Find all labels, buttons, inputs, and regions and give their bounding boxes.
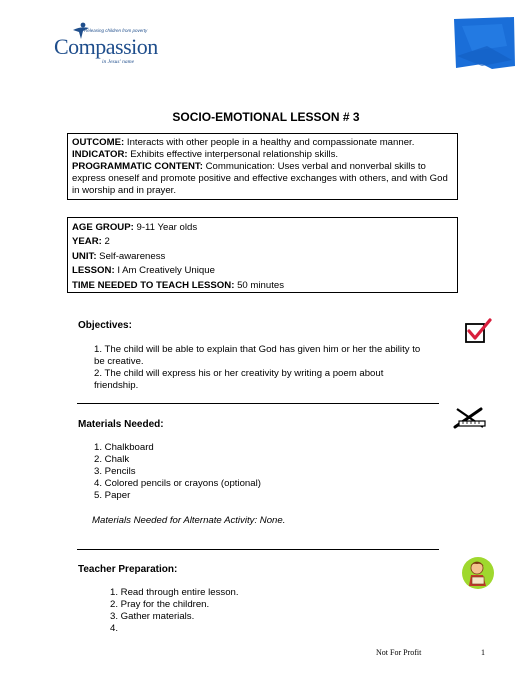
list-item: 3. Pencils [94, 466, 136, 477]
outcome-label: OUTCOME: [72, 137, 125, 148]
time-label: TIME NEEDED TO TEACH LESSON: [72, 279, 235, 291]
content-label: PROGRAMMATIC CONTENT: [72, 161, 203, 172]
year-line [72, 236, 453, 248]
time-line [72, 280, 453, 292]
indicator-text: Exhibits effective interpersonal relationship skills. [127, 149, 339, 160]
objectives-heading: Objectives: [78, 320, 132, 331]
lesson-title: SOCIO-EMOTIONAL LESSON # 3 [172, 110, 360, 124]
indicator-label: INDICATOR: [72, 149, 128, 160]
year-value: 2 [101, 236, 110, 248]
list-item: 2. The child will express his or her creativity by writing a poem about friendship. [94, 368, 384, 391]
page-number: 1 [481, 648, 485, 657]
list-item: 2. Pray for the children. [110, 599, 210, 610]
lesson-value: I Am Creatively Unique [114, 265, 215, 277]
list-item: 1. Read through entire lesson. [110, 587, 239, 598]
lesson-label: LESSON: [72, 265, 115, 277]
section-divider [77, 549, 439, 550]
content-text: Communication: Uses verbal and nonverbal skills to express oneself and promote positive and effective exchanges with others, and with God in worship and in prayer. [72, 161, 448, 196]
list-item: 5. Paper [94, 490, 131, 501]
time-value: 50 minutes [234, 279, 285, 291]
outcome-box [67, 133, 458, 200]
list-item: 3. Gather materials. [110, 611, 195, 622]
materials-heading: Materials Needed: [78, 419, 164, 430]
section-divider [77, 403, 439, 404]
list-item: 2. Chalk [94, 454, 130, 465]
compassion-logo [54, 22, 164, 68]
unit-label: UNIT: [72, 250, 97, 262]
outcome-text: Interacts with other people in a healthy and compassionate manner. [124, 137, 415, 148]
teacher-prep-list [110, 587, 410, 635]
list-item: 4. Colored pencils or crayons (optional) [94, 478, 261, 489]
logo-tagline: Releasing children from poverty [84, 28, 148, 33]
age-line [72, 222, 453, 234]
teacher-prep-heading: Teacher Preparation: [78, 564, 178, 575]
list-item: 4. [110, 623, 119, 634]
pencil-ruler-icon [451, 405, 487, 431]
list-item: 1. The child will be able to explain that God has given him or her the ability to be creative. [94, 344, 421, 367]
indicator-line [72, 149, 453, 161]
objectives-list [94, 344, 424, 392]
list-item: 1. Chalkboard [94, 442, 154, 453]
unit-line [72, 251, 453, 263]
logo-subline: in Jesus' name [102, 59, 135, 65]
footer-not-for-profit: Not For Profit [376, 648, 422, 657]
blue-decorative-block [452, 16, 516, 70]
age-label: AGE GROUP: [72, 222, 134, 233]
unit-value: Self-awareness [96, 250, 166, 262]
alternate-materials-note: Materials Needed for Alternate Activity: None. [92, 515, 286, 526]
content-line [72, 161, 453, 197]
child-reading-icon [461, 556, 495, 590]
outcome-line [72, 137, 453, 149]
lesson-line [72, 265, 453, 277]
age-value: 9-11 Year olds [133, 222, 198, 233]
checkbox-check-icon [464, 318, 492, 344]
materials-list [94, 442, 424, 502]
logo-wordmark: Compassion [54, 34, 158, 59]
lesson-info-box [67, 217, 458, 293]
year-label: YEAR: [72, 236, 102, 248]
